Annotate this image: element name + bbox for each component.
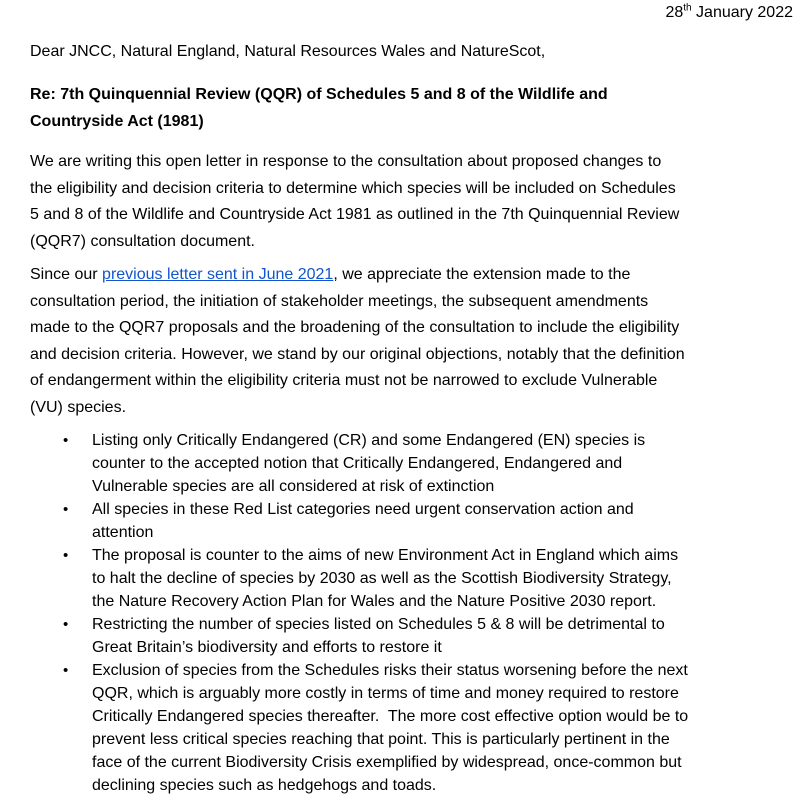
text-line — [30, 262, 798, 289]
text-line: of endangerment within the eligibility criteria must not be narrowed to exclude Vulnerable — [30, 372, 658, 389]
date-month-year: January 2022 — [691, 4, 793, 21]
date — [30, 3, 793, 23]
text-line: • Restricting the number of species listed on Schedules 5 & 8 will be detrimental to — [92, 616, 665, 633]
text-line: (QQR7) consultation document. — [30, 232, 255, 250]
text-line: Great Britain’s biodiversity and efforts to restore it — [92, 639, 442, 656]
text-line: QQR, which is arguably more costly in terms of time and money required to restore — [92, 685, 679, 702]
paragraph-2-before-link: Since our — [30, 266, 103, 283]
text-line: • Exclusion of species from the Schedules risks their status worsening before the next — [92, 662, 688, 679]
text-line: • All species in these Red List categories need urgent conservation action and — [92, 501, 634, 518]
paragraph-2-rest — [30, 289, 798, 422]
text-line: Countryside Act (1981) — [30, 113, 204, 130]
text-line: and decision criteria. However, we stand by our original objections, notably that the definition — [30, 345, 685, 363]
salutation: Dear JNCC, Natural England, Natural Resources Wales and NatureScot, — [30, 43, 546, 60]
date-ordinal-suffix: th — [683, 2, 692, 14]
text-line: the eligibility and decision criteria to determine which species will be included on Schedules — [30, 179, 676, 197]
bullet-item — [92, 613, 798, 659]
text-line: • Listing only Critically Endangered (CR) and some Endangered (EN) species is — [92, 432, 646, 449]
subject-heading — [30, 81, 793, 135]
previous-letter-link[interactable]: previous letter sent in June 2021 — [102, 266, 334, 283]
text-line: attention — [92, 524, 154, 541]
text-line: Vulnerable species are all considered at risk of extinction — [92, 478, 495, 495]
bullet-item — [92, 544, 798, 613]
bullet-list — [30, 429, 798, 797]
text-line: consultation period, the initiation of stakeholder meetings, the subsequent amendments — [30, 292, 649, 310]
text-line: to halt the decline of species by 2030 as well as the Scottish Biodiversity Strategy, — [92, 570, 672, 587]
paragraph-2 — [30, 262, 798, 421]
text-line: the Nature Recovery Action Plan for Wales and the Nature Positive 2030 report. — [92, 593, 657, 610]
text-line: • The proposal is counter to the aims of new Environment Act in England which aims — [92, 547, 679, 564]
text-line: (VU) species. — [30, 398, 127, 416]
text-line: Critically Endangered species thereafter. The more cost effective option would be to — [92, 708, 689, 725]
text-line: made to the QQR7 proposals and the broadening of the consultation to include the eligibility — [30, 319, 680, 336]
text-line: 5 and 8 of the Wildlife and Countryside Act 1981 as outlined in the 7th Quinquennial Review — [30, 206, 680, 223]
bullet-item — [92, 659, 798, 797]
date-day: 28 — [665, 4, 684, 21]
paragraph-1 — [30, 149, 798, 255]
text-line: prevent less critical species reaching that point. This is particularly pertinent in the — [92, 731, 670, 748]
text-line: counter to the accepted notion that Critically Endangered, Endangered and — [92, 455, 623, 472]
bullet-item — [92, 429, 798, 498]
text-line: face of the current Biodiversity Crisis exemplified by widespread, once-common but — [92, 754, 682, 771]
text-line: declining species such as hedgehogs and toads. — [92, 777, 437, 794]
text-line: We are writing this open letter in response to the consultation about proposed changes to — [30, 153, 662, 170]
paragraph-2-after-link: , we appreciate the extension made to the — [333, 266, 631, 283]
bullet-item — [92, 498, 798, 544]
text-line: Re: 7th Quinquennial Review (QQR) of Schedules 5 and 8 of the Wildlife and — [30, 86, 608, 103]
